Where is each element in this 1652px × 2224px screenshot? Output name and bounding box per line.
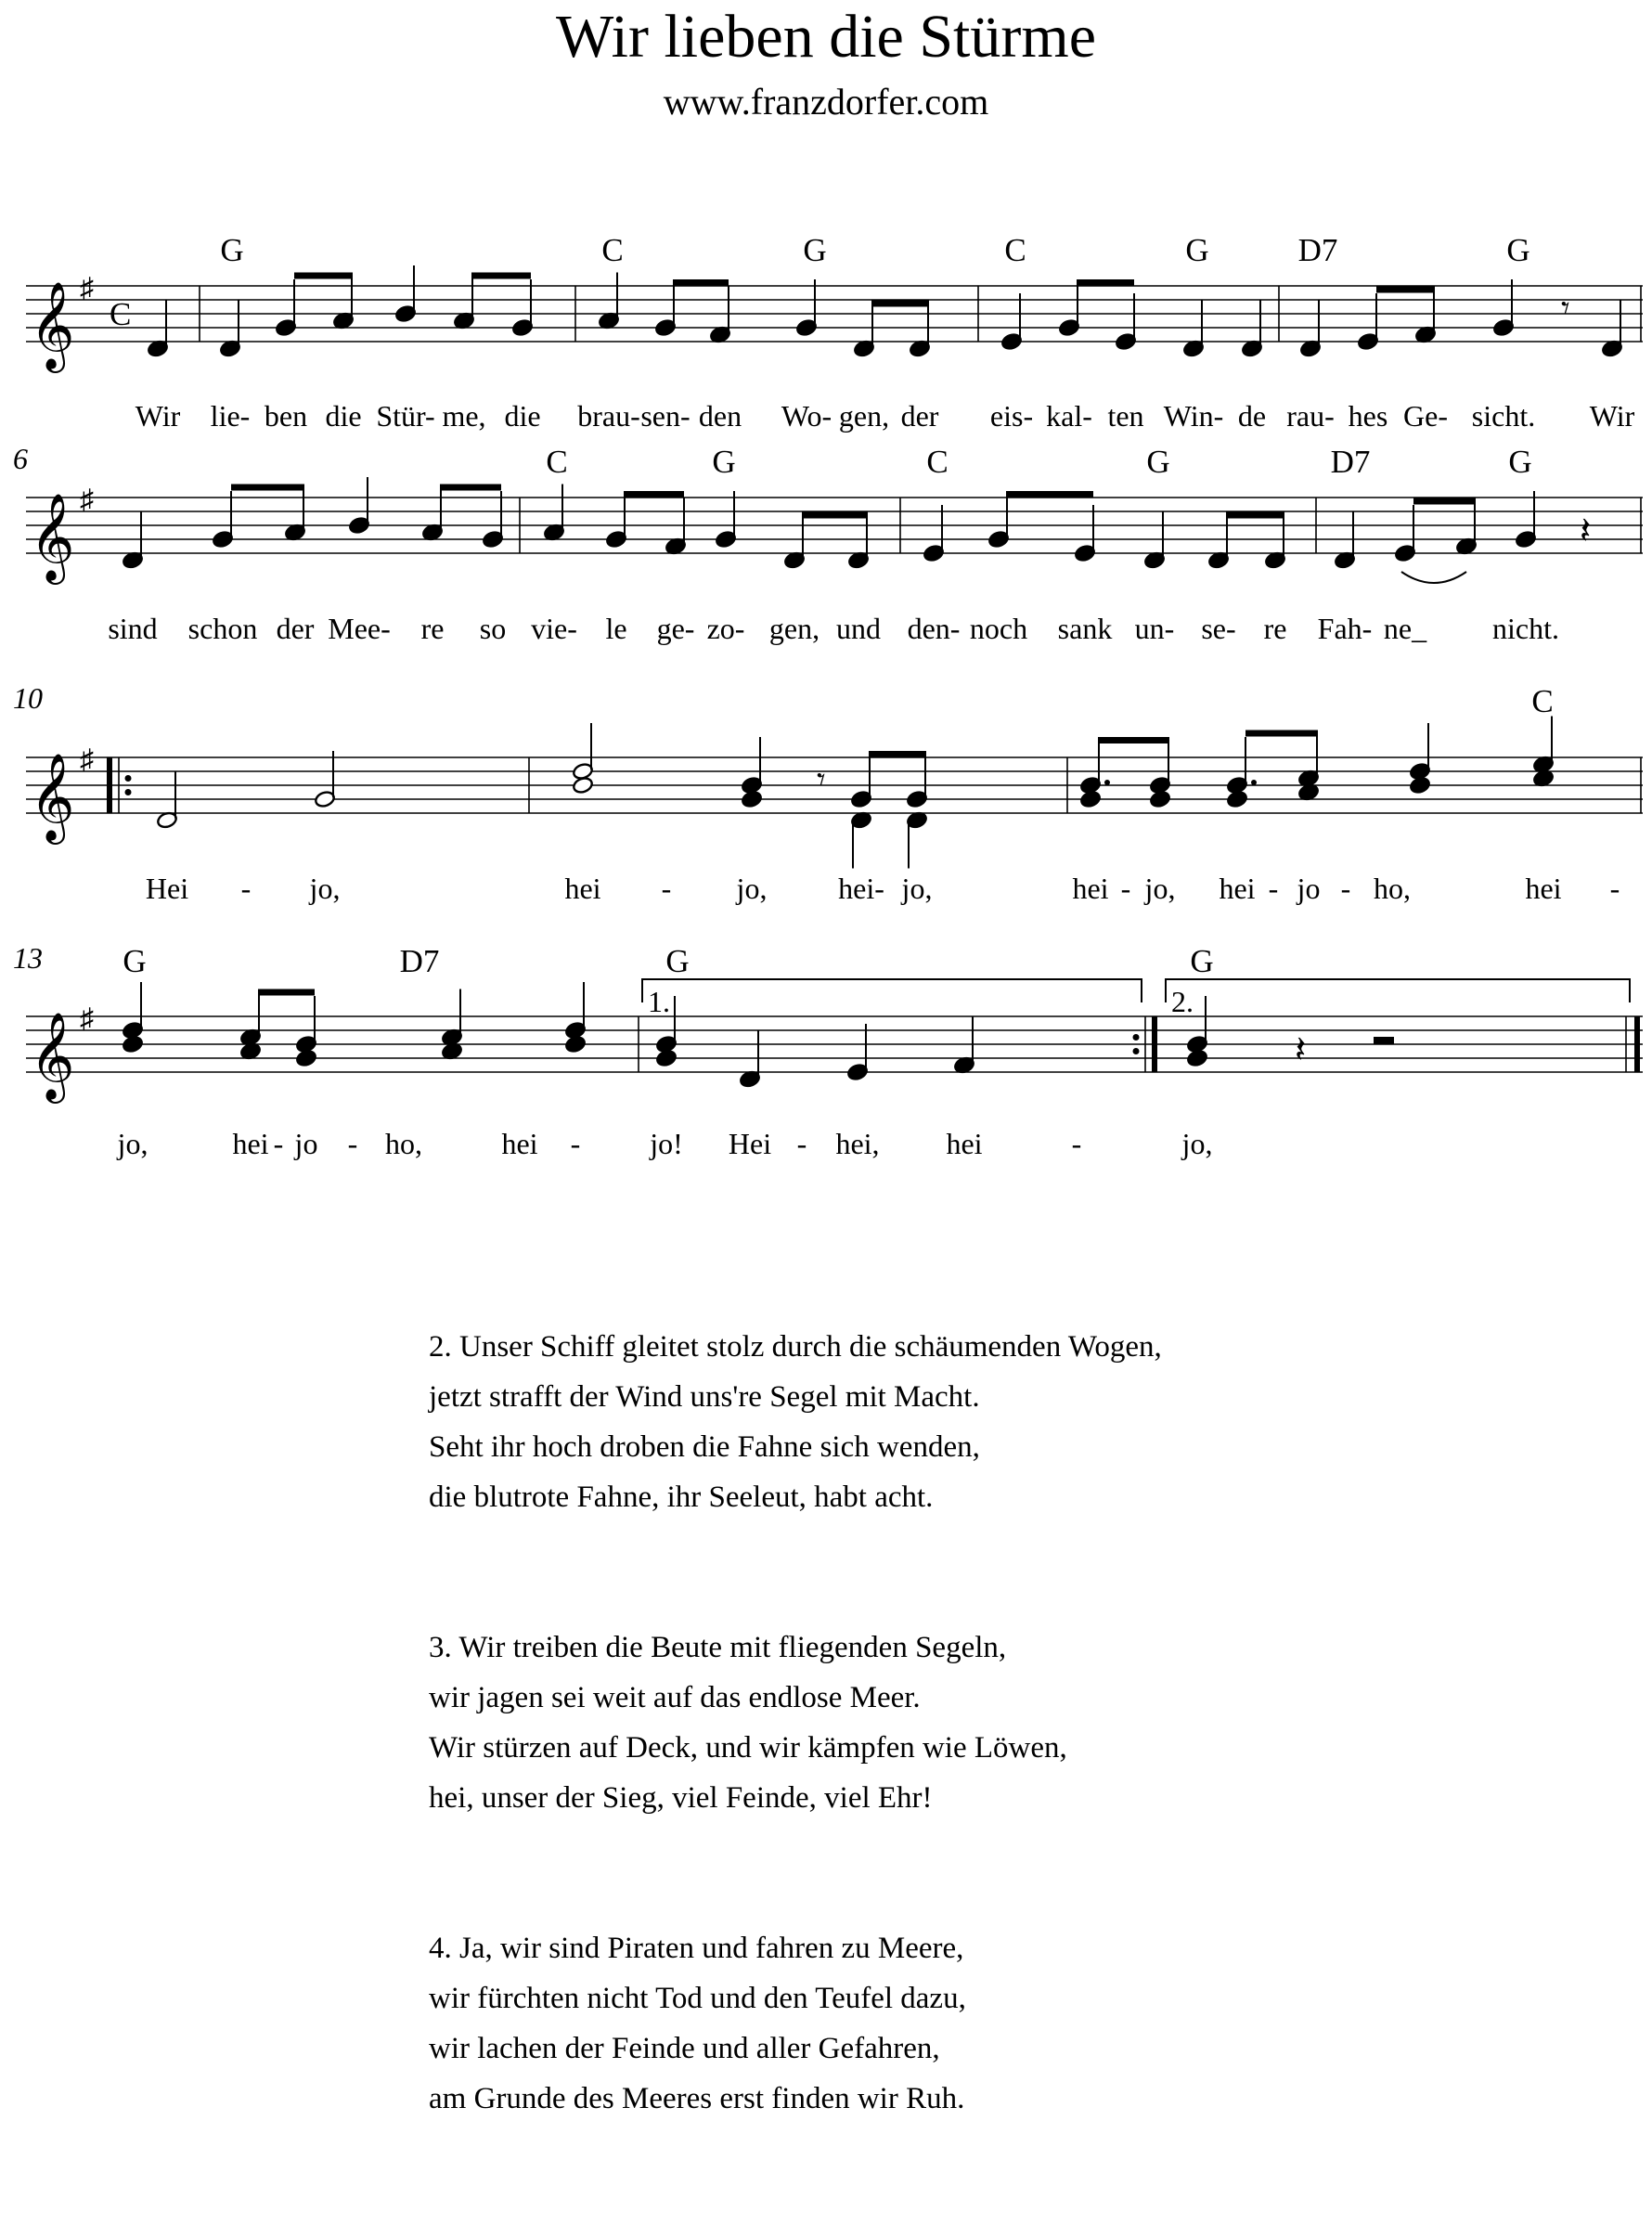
chord-symbol: G — [123, 943, 147, 979]
lyric-syllable: - — [661, 872, 672, 905]
lyric-syllable: ben — [264, 399, 308, 433]
lyric-syllable: die — [504, 399, 541, 433]
chord-symbol: C — [926, 444, 949, 480]
note-head — [1149, 790, 1171, 808]
note-head — [1409, 776, 1431, 795]
lyric-syllable: le — [605, 612, 627, 645]
lyric-syllable: hei — [946, 1127, 983, 1160]
lyric-syllable: jo, — [309, 872, 341, 905]
dot — [1251, 780, 1257, 785]
lyric-syllable: - — [796, 1127, 807, 1160]
beam — [231, 485, 303, 491]
volta-label-2: 2. — [1171, 985, 1194, 1018]
lyric-syllable: eis- — [989, 399, 1034, 433]
repeat-dot — [125, 775, 132, 782]
lyric-syllable: ne_ — [1383, 612, 1427, 645]
lyric-syllable: Fah- — [1317, 612, 1373, 645]
chord-symbol: C — [1531, 683, 1554, 719]
lyric-syllable: jo, — [1144, 872, 1176, 905]
sharp-key-signature-icon: ♯ — [80, 273, 94, 304]
beam — [1227, 512, 1284, 519]
sharp-key-signature-icon: ♯ — [80, 744, 94, 775]
lyric-syllable: ho, — [385, 1127, 422, 1160]
verse-line: jetzt strafft der Wind uns're Segel mit Macht. — [429, 1380, 980, 1414]
beam — [803, 512, 867, 519]
lyric-syllable: jo — [294, 1127, 318, 1160]
verse-line: 3. Wir treiben die Beute mit fliegenden Segeln, — [429, 1631, 1007, 1664]
lyric-syllable: Mee- — [328, 612, 391, 645]
treble-clef-icon: 𝄞 — [30, 755, 75, 839]
lyric-syllable: hei — [1072, 872, 1109, 905]
lyric-syllable: - — [240, 872, 252, 905]
beam — [1413, 498, 1475, 505]
verse-2 — [429, 1322, 1162, 1522]
chord-symbol: G — [1185, 232, 1209, 268]
lyric-syllable: hei — [232, 1127, 269, 1160]
beam — [1007, 491, 1093, 498]
lyric-syllable: sen- — [640, 399, 690, 433]
verse-line: am Grunde des Meeres erst finden wir Ruh. — [429, 2082, 965, 2115]
chord-symbol: G — [665, 943, 690, 979]
beam — [1245, 731, 1317, 737]
beam — [1078, 279, 1134, 286]
lyric-syllable: schon — [187, 612, 258, 645]
lyric-syllable: sind — [108, 612, 158, 645]
lyric-syllable: gen, — [838, 399, 890, 433]
verse-line: Seht ihr hoch droben die Fahne sich wenden, — [429, 1430, 980, 1464]
lyric-syllable: Ge- — [1403, 399, 1448, 433]
lyric-syllable: noch — [969, 612, 1028, 645]
lyric-syllable: ge- — [656, 612, 695, 645]
chord-symbol: G — [1506, 232, 1530, 268]
lyric-syllable: jo, — [901, 872, 933, 905]
lyric-syllable: re — [1263, 612, 1287, 645]
treble-clef-icon: 𝄞 — [30, 1014, 75, 1098]
lyric-syllable: Wir — [135, 399, 181, 433]
lyric-syllable: hei — [1525, 872, 1562, 905]
note-head — [1079, 790, 1102, 808]
treble-clef-icon: 𝄞 — [30, 495, 75, 579]
lyric-syllable: - — [1120, 872, 1131, 905]
beam — [1099, 737, 1168, 743]
lyric-syllable: de — [1237, 399, 1267, 433]
eighth-rest-icon: 𝄾 — [817, 761, 826, 798]
lyric-syllable: Wir — [1589, 399, 1635, 433]
lyric-syllable: jo, — [117, 1127, 148, 1160]
lyric-syllable: zo- — [706, 612, 745, 645]
verse-line: die blutrote Fahne, ihr Seeleut, habt acht. — [429, 1481, 934, 1514]
lyric-syllable: - — [1340, 872, 1351, 905]
volta-bracket-1 — [642, 979, 1142, 1002]
lyric-syllable: Hei — [145, 872, 189, 905]
quarter-rest-icon: 𝄽 — [1295, 1028, 1307, 1070]
lyric-syllable: den — [698, 399, 742, 433]
verse-line: wir fürchten nicht Tod und den Teufel dazu, — [429, 1982, 966, 2015]
measure-number: 10 — [13, 681, 43, 715]
chord-symbol: D7 — [399, 943, 440, 979]
note-head — [655, 1049, 678, 1067]
verse-line: wir lachen der Feinde und aller Gefahren, — [429, 2032, 940, 2065]
verse-3 — [429, 1623, 1162, 1823]
beam — [870, 751, 925, 757]
lyric-syllable: hei — [501, 1127, 538, 1160]
chord-symbol: D7 — [1297, 232, 1338, 268]
chord-symbol: C — [546, 444, 568, 480]
eighth-rest-icon: 𝄾 — [1561, 290, 1570, 327]
beam — [1376, 287, 1434, 293]
chord-symbol: G — [803, 232, 827, 268]
quarter-rest-icon: 𝄽 — [1580, 510, 1592, 551]
volta-bracket-2 — [1166, 979, 1630, 1002]
beam — [674, 279, 729, 286]
beam — [259, 989, 315, 996]
verse-line: 2. Unser Schiff gleitet stolz durch die schäumenden Wogen, — [429, 1330, 1162, 1364]
lyric-syllable: der — [276, 612, 315, 645]
lyric-syllable: sicht. — [1471, 399, 1536, 433]
lyric-syllable: kal- — [1046, 399, 1092, 433]
lyric-syllable: - — [1609, 872, 1620, 905]
note-head — [1226, 790, 1248, 808]
lyric-syllable: gen, — [768, 612, 820, 645]
website-url: www.franzdorfer.com — [663, 81, 989, 123]
note-head — [1186, 1049, 1208, 1067]
lyric-syllable: - — [347, 1127, 358, 1160]
note-head — [122, 1035, 144, 1054]
verses-block — [429, 1322, 1162, 2224]
lyric-syllable: re — [420, 612, 445, 645]
lyric-syllable: jo, — [1181, 1127, 1213, 1160]
lyric-syllable: Stür- — [376, 399, 435, 433]
lyric-syllable: und — [836, 612, 881, 645]
lyric-syllable: rau- — [1286, 399, 1335, 433]
dot — [1104, 780, 1110, 785]
lyric-syllable: der — [900, 399, 939, 433]
song-title: Wir lieben die Stürme — [555, 3, 1096, 71]
volta-label-1: 1. — [648, 985, 670, 1018]
lyric-syllable: jo — [1297, 872, 1321, 905]
lyric-syllable: vie- — [531, 612, 577, 645]
verse-line: hei, unser der Sieg, viel Feinde, viel Ehr! — [429, 1781, 933, 1815]
lyric-syllable: un- — [1134, 612, 1175, 645]
lyric-syllable: hei, — [835, 1127, 880, 1160]
lyric-syllable: - — [1071, 1127, 1082, 1160]
verse-line: 4. Ja, wir sind Piraten und fahren zu Meere, — [429, 1932, 964, 1965]
verse-4 — [429, 1923, 1162, 2124]
beam — [625, 491, 684, 498]
note-head — [295, 1049, 317, 1067]
verse-line: Wir stürzen auf Deck, und wir kämpfen wie Löwen, — [429, 1731, 1067, 1765]
note-head — [564, 1035, 587, 1054]
repeat-dot — [125, 789, 132, 795]
sharp-key-signature-icon: ♯ — [80, 1003, 94, 1034]
repeat-dot — [1133, 1048, 1140, 1054]
beam — [294, 273, 352, 279]
lyric-syllable: sank — [1057, 612, 1113, 645]
chord-symbol: D7 — [1330, 444, 1371, 480]
beam — [872, 301, 928, 307]
chord-symbol: C — [1004, 232, 1026, 268]
lyric-syllable: - — [570, 1127, 581, 1160]
sharp-key-signature-icon: ♯ — [80, 485, 94, 515]
measure-number: 6 — [13, 442, 28, 475]
lyric-syllable: - — [273, 1127, 284, 1160]
chord-symbol: G — [220, 232, 244, 268]
lyric-syllable: se- — [1201, 612, 1236, 645]
lyric-syllable: nicht. — [1492, 612, 1559, 645]
lyric-syllable: hei — [1219, 872, 1256, 905]
verse-line: wir jagen sei weit auf das endlose Meer. — [429, 1681, 921, 1714]
lyric-syllable: hes — [1348, 399, 1388, 433]
lyric-syllable: hei- — [838, 872, 884, 905]
lyric-syllable: Wo- — [781, 399, 832, 433]
note-head — [572, 776, 594, 795]
beam — [472, 273, 531, 279]
repeat-dot — [1133, 1034, 1140, 1041]
chord-symbol: G — [712, 444, 736, 480]
lyric-syllable: den- — [907, 612, 961, 645]
note-head — [741, 790, 763, 808]
slur — [1401, 572, 1466, 583]
lyric-syllable: ho, — [1374, 872, 1411, 905]
lyric-syllable: lie- — [210, 399, 251, 433]
lyric-syllable: die — [325, 399, 362, 433]
treble-clef-icon: 𝄞 — [30, 283, 75, 368]
lyric-syllable: jo, — [736, 872, 768, 905]
lyric-syllable: Hei — [728, 1127, 772, 1160]
time-signature: C — [110, 296, 132, 332]
chord-symbol: G — [1146, 444, 1170, 480]
lyric-syllable: brau- — [577, 399, 640, 433]
measure-number: 13 — [13, 941, 43, 975]
lyric-syllable: jo! — [650, 1127, 683, 1160]
lyric-syllable: hei — [564, 872, 601, 905]
half-rest-icon — [1374, 1037, 1394, 1044]
chord-symbol: C — [601, 232, 624, 268]
beam — [441, 485, 501, 491]
lyric-syllable: - — [1268, 872, 1279, 905]
lyric-syllable: ten — [1107, 399, 1144, 433]
lyric-syllable: so — [479, 612, 507, 645]
lyric-syllable: Win- — [1163, 399, 1224, 433]
chord-symbol: G — [1190, 943, 1214, 979]
chord-symbol: G — [1508, 444, 1532, 480]
lyric-syllable: me, — [442, 399, 486, 433]
